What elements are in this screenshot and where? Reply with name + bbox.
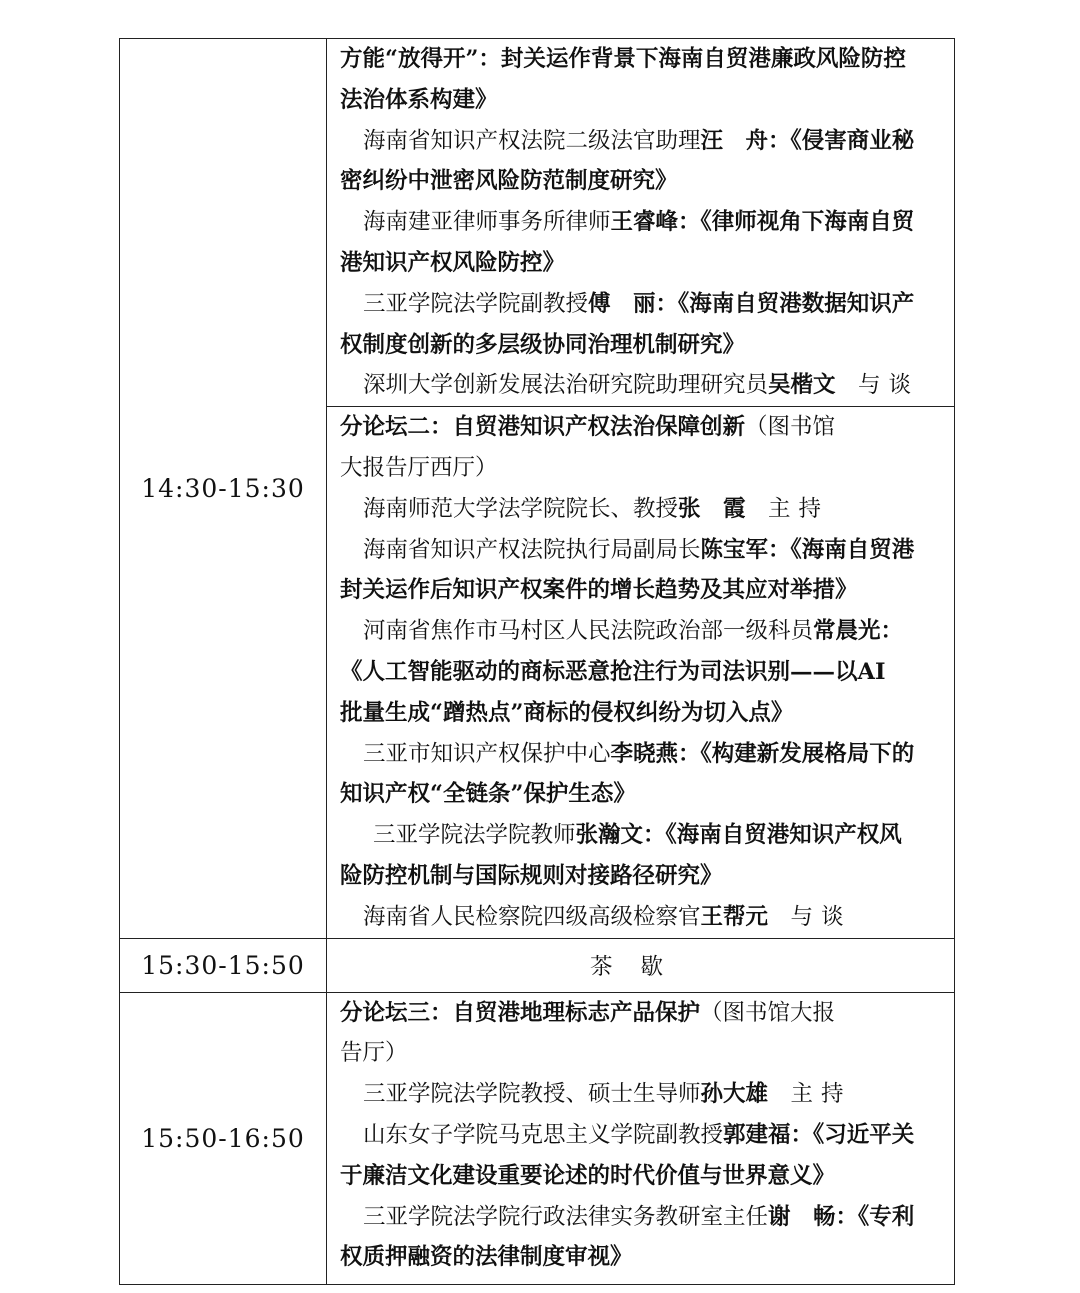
host-name: 孙大雄	[700, 1081, 769, 1108]
forum-three-cell	[327, 992, 955, 1284]
speaker-org: 三亚学院法学院行政法律实务教研室主任	[363, 1203, 769, 1230]
discussant-org: 海南省人民检察院四级高级检察官	[363, 903, 701, 930]
paper-title-line: 法治体系构建》	[340, 86, 498, 113]
speaker-org: 海南建亚律师事务所律师	[363, 209, 611, 236]
paper-title: 《习近平关	[813, 1121, 915, 1148]
tea-break-label: 茶歇	[589, 954, 691, 981]
speaker-name: 王睿峰：	[610, 209, 701, 236]
discussant-role: 与谈	[790, 903, 852, 930]
forum-header	[340, 407, 948, 448]
speaker-entry	[340, 1197, 948, 1238]
speaker-entry	[340, 734, 948, 775]
host-name: 张 霞	[678, 495, 746, 522]
speaker-entry	[340, 530, 948, 571]
time-cell	[120, 938, 327, 992]
discussant-name: 王帮元	[700, 903, 769, 930]
host-role: 主持	[768, 495, 830, 522]
table-row	[120, 992, 955, 1284]
speaker-name: 谢 畅：	[768, 1203, 859, 1230]
time-label: 15:30-15:50	[141, 950, 305, 980]
host-entry	[340, 489, 948, 530]
host-entry	[340, 1074, 948, 1115]
speaker-name: 李晓燕：	[610, 740, 701, 767]
table-row	[120, 39, 955, 407]
paper-title-line: 权制度创新的多层级协同治理机制研究》	[340, 331, 746, 358]
speaker-org: 山东女子学院马克思主义学院副教授	[363, 1121, 724, 1148]
discussant-role: 与谈	[858, 372, 920, 399]
forum-header	[340, 993, 948, 1034]
paper-title-line: 权质押融资的法律制度审视》	[340, 1244, 633, 1271]
paper-title-line: 批量生成“蹭热点”商标的侵权纠纷为切入点》	[340, 699, 794, 726]
forum-venue: （图书馆	[745, 414, 836, 441]
discussant-entry	[340, 365, 948, 406]
host-role: 主持	[790, 1081, 852, 1108]
speaker-org: 海南省知识产权法院执行局副局长	[363, 536, 701, 563]
speaker-org: 三亚学院法学院教师	[373, 822, 576, 849]
host-org: 海南师范大学法学院院长、教授	[363, 495, 679, 522]
paper-title-line: 密纠纷中泄密风险防范制度研究》	[340, 168, 678, 195]
paper-title: 《海南自贸港	[790, 536, 915, 563]
paper-title-line: 险防控机制与国际规则对接路径研究》	[340, 862, 723, 889]
speaker-entry	[340, 284, 948, 325]
forum-one-tail-cell	[327, 39, 955, 407]
paper-title-line: 于廉洁文化建设重要论述的时代价值与世界意义》	[340, 1162, 836, 1189]
paper-title: 《海南自贸港数据知识产	[678, 290, 915, 317]
speaker-org: 河南省焦作市马村区人民法院政治部一级科员	[363, 618, 814, 645]
time-label: 14:30-15:30	[141, 473, 305, 503]
discussant-entry	[340, 897, 948, 938]
discussant-org: 深圳大学创新发展法治研究院助理研究员	[363, 372, 769, 399]
paper-title-line: 《人工智能驱动的商标恶意抢注行为司法识别——以AI	[340, 658, 886, 685]
tea-break-cell	[327, 938, 955, 992]
speaker-org: 海南省知识产权法院二级法官助理	[363, 127, 701, 154]
speaker-name: 郭建福：	[723, 1121, 814, 1148]
speaker-name: 张瀚文：	[575, 822, 666, 849]
discussant-name: 吴楷文	[768, 372, 836, 399]
forum-venue-line: 大报告厅西厅）	[340, 454, 498, 481]
speaker-entry	[340, 611, 948, 652]
speaker-org: 三亚市知识产权保护中心	[363, 740, 611, 767]
speaker-name: 汪 舟：	[700, 127, 791, 154]
speaker-entry	[340, 1115, 948, 1156]
paper-title: 《海南自贸港知识产权风	[665, 822, 902, 849]
time-cell	[120, 992, 327, 1284]
schedule-table	[119, 38, 955, 1285]
paper-title: 《律师视角下海南自贸	[700, 209, 915, 236]
speaker-name: 陈宝军：	[700, 536, 791, 563]
paper-title-line: 方能“放得开”：封关运作背景下海南自贸港廉政风险防控	[340, 46, 906, 72]
forum-two-cell	[327, 407, 955, 938]
speaker-entry	[340, 121, 948, 162]
table-row	[120, 938, 955, 992]
time-cell	[120, 39, 327, 939]
forum-venue: （图书馆大报	[700, 999, 836, 1026]
paper-title-line: 港知识产权风险防控》	[340, 249, 566, 276]
paper-title-line: 封关运作后知识产权案件的增长趋势及其应对举措》	[340, 577, 858, 604]
forum-title: 分论坛三：自贸港地理标志产品保护	[340, 999, 701, 1026]
forum-title: 分论坛二：自贸港知识产权法治保障创新	[340, 414, 746, 441]
speaker-name: 常晨光：	[813, 618, 904, 645]
speaker-name: 傅 丽：	[588, 290, 679, 317]
forum-venue-line: 告厅）	[340, 1040, 408, 1067]
paper-title: 《构建新发展格局下的	[700, 740, 915, 767]
paper-title: 《侵害商业秘	[790, 127, 915, 154]
time-label: 15:50-16:50	[141, 1123, 305, 1153]
speaker-entry	[340, 202, 948, 243]
speaker-org: 三亚学院法学院副教授	[363, 290, 589, 317]
host-org: 三亚学院法学院教授、硕士生导师	[363, 1081, 701, 1108]
speaker-entry	[340, 815, 948, 856]
paper-title: 《专利	[858, 1203, 915, 1230]
paper-title-line: 知识产权“全链条”保护生态》	[340, 781, 636, 808]
